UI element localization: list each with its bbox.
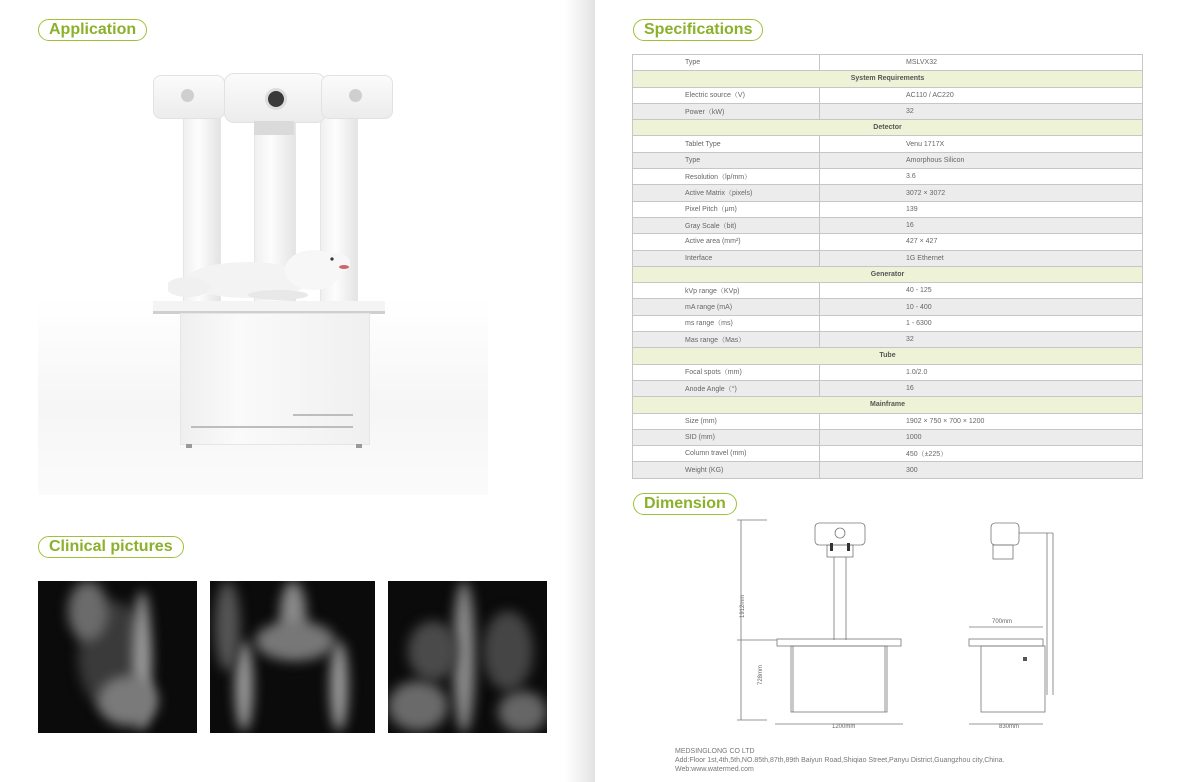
spec-row [633,185,1143,201]
spec-row [633,380,1143,396]
spec-row [633,364,1143,380]
spec-value: 1G Ethernet [820,250,1143,266]
spec-section-label: Mainframe [633,397,1143,413]
spec-row [633,315,1143,331]
spec-row [633,332,1143,348]
spec-key: Tablet Type [633,136,820,152]
xray-image-abdomen [388,581,547,733]
page-gutter [565,0,595,782]
spec-value: 3.6 [820,169,1143,185]
spec-value: 40 - 125 [820,283,1143,299]
spec-key: Electric source（V) [633,87,820,103]
spec-value: 32 [820,103,1143,119]
spec-value: 16 [820,380,1143,396]
spec-section-row [633,397,1143,413]
spec-key: Type [633,55,820,71]
spec-value: 16 [820,217,1143,233]
spec-value: AC110 / AC220 [820,87,1143,103]
spec-row [633,169,1143,185]
spec-row [633,152,1143,168]
spec-section-row [633,266,1143,282]
spec-section-row [633,71,1143,87]
spec-key: Active Matrix（pixels) [633,185,820,201]
spec-key: Column travel (mm) [633,446,820,462]
specifications-heading: Specifications [633,19,763,41]
spec-row [633,283,1143,299]
footer-web: Web:www.watermed.com [675,766,754,774]
spec-key: Resolution（lp/mm） [633,169,820,185]
spec-section-row [633,348,1143,364]
spec-row [633,103,1143,119]
product-photo [38,55,488,495]
spec-value: Amorphous Silicon [820,152,1143,168]
dimension-drawing [735,515,1065,735]
spec-key: Anode Angle（°) [633,380,820,396]
spec-value: MSLVX32 [820,55,1143,71]
spec-row [633,299,1143,315]
spec-section-label: Generator [633,266,1143,282]
spec-row [633,413,1143,429]
spec-key: mA range (mA) [633,299,820,315]
footer-address: Add:Floor 1st,4th,5th,NO.85th,87th,89th Baiyun Road,Shiqiao Street,Panyu District,Guangzhou city,China. [675,757,1005,765]
spec-key: Mas range（Mas） [633,332,820,348]
spec-value: 1 - 6300 [820,315,1143,331]
specifications-table [632,54,1143,479]
spec-key: Power（kW) [633,103,820,119]
spec-key: Focal spots（mm) [633,364,820,380]
spec-value: 32 [820,332,1143,348]
spec-key: Active area (mm²) [633,234,820,250]
spec-row [633,234,1143,250]
spec-key: Interface [633,250,820,266]
spec-key: Gray Scale（bit) [633,217,820,233]
side-depth-top-label: 700mm [992,619,1013,625]
spec-key: Type [633,152,820,168]
spec-row [633,429,1143,445]
footer-company: MEDSINGLONG CO LTD [675,748,755,755]
spec-key: Size (mm) [633,413,820,429]
spec-row [633,55,1143,71]
spec-section-label: Tube [633,348,1143,364]
spec-section-label: System Requirements [633,71,1143,87]
xray-image-lateral [38,581,197,733]
spec-key: ms range（ms) [633,315,820,331]
spec-key: SID (mm) [633,429,820,445]
height-lower-label: 728mm [758,664,764,685]
spec-section-row [633,120,1143,136]
spec-row [633,87,1143,103]
spec-row [633,136,1143,152]
spec-row [633,201,1143,217]
spec-key: Pixel Pitch（μm) [633,201,820,217]
application-heading: Application [38,19,147,41]
height-upper-label: 1912mm [740,594,746,618]
spec-row [633,446,1143,462]
footer [675,747,1004,775]
spec-value: 139 [820,201,1143,217]
spec-value: 1000 [820,429,1143,445]
spec-value: Venu 1717X [820,136,1143,152]
spec-key: Weight (KG) [633,462,820,478]
spec-value: 427 × 427 [820,234,1143,250]
side-depth-bottom-label: 830mm [999,724,1020,730]
spec-section-label: Detector [633,120,1143,136]
spec-value: 1.0/2.0 [820,364,1143,380]
spec-key: kVp range（KVp) [633,283,820,299]
spec-row [633,250,1143,266]
spec-value: 300 [820,462,1143,478]
spec-row [633,462,1143,478]
spec-row [633,217,1143,233]
spec-value: 3072 × 3072 [820,185,1143,201]
front-width-label: 1200mm [832,724,856,730]
spec-value: 1902 × 750 × 700 × 1200 [820,413,1143,429]
clinical-pictures-heading: Clinical pictures [38,536,184,558]
xray-image-pelvis [210,581,375,733]
dimension-heading: Dimension [633,493,737,515]
spec-value: 450（±225） [820,446,1143,462]
spec-value: 10 - 400 [820,299,1143,315]
